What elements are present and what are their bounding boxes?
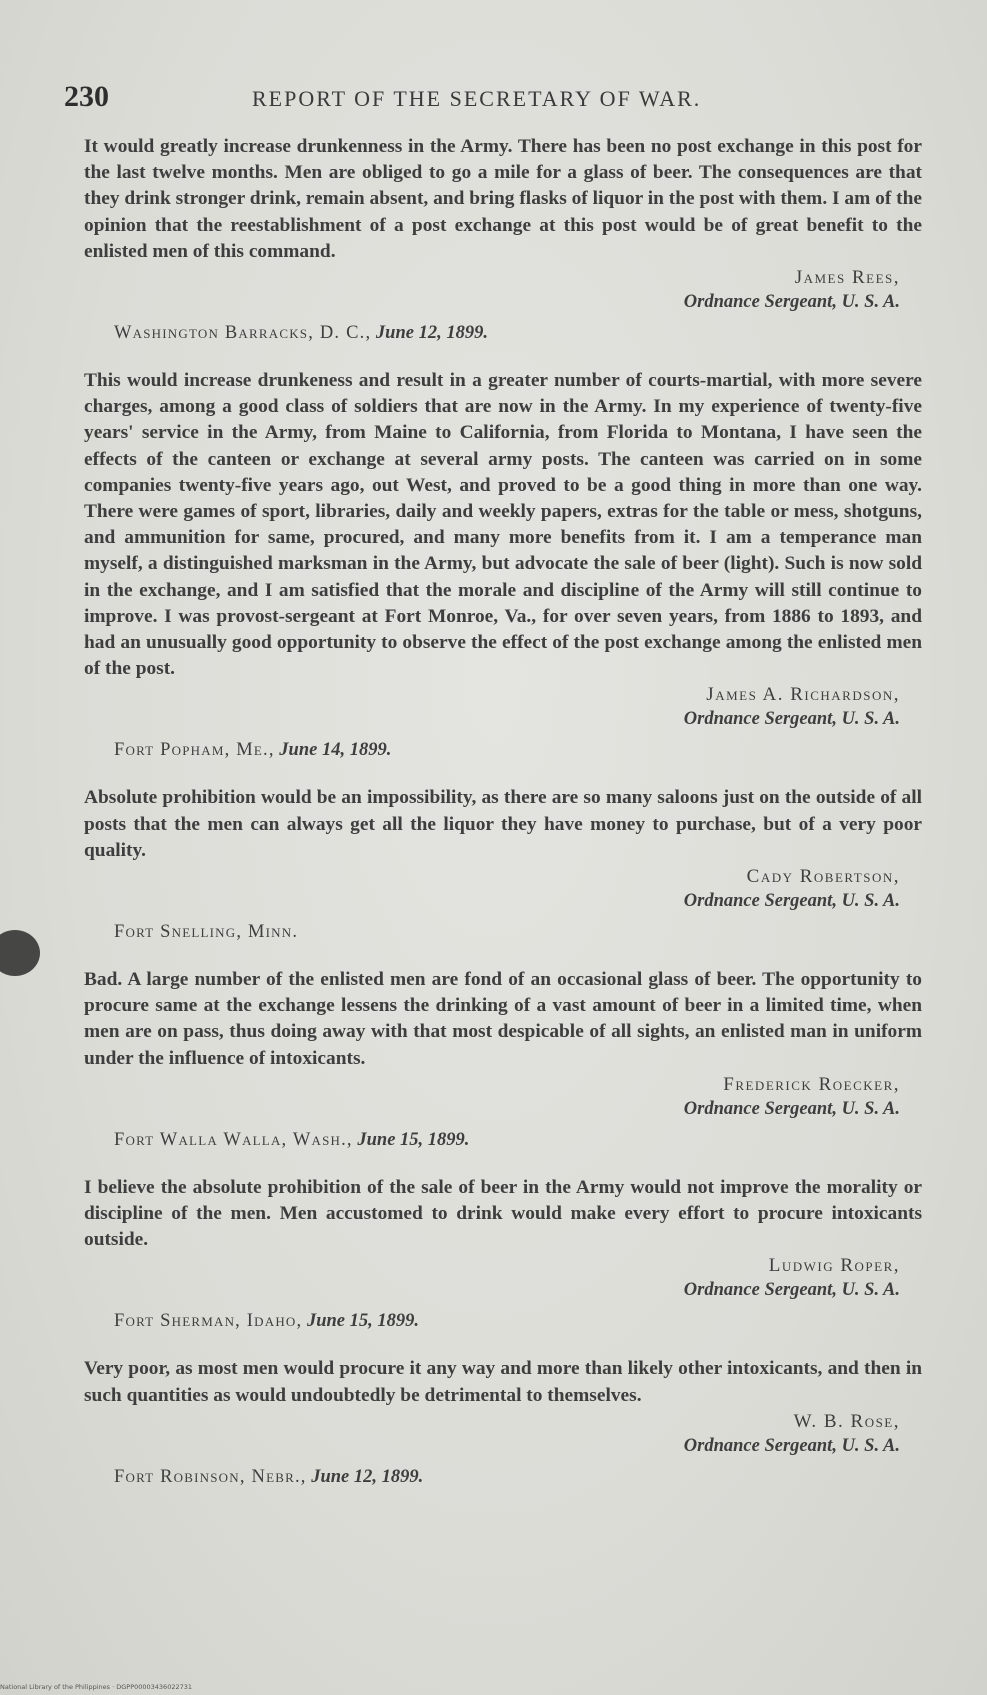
dateline-place: Fort Walla Walla, Wash., bbox=[114, 1129, 353, 1150]
dateline bbox=[114, 321, 922, 346]
signature-block bbox=[84, 1072, 900, 1122]
dateline-place: Fort Popham, Me., bbox=[114, 740, 275, 761]
report-entry bbox=[84, 785, 922, 945]
signer-title: Ordnance Sergeant, U. S. A. bbox=[683, 292, 900, 313]
entry-text: This would increase drunkeness and result in a greater number of courts-martial, with more severe charges, among a good class of soldiers that are now in the Army. In my experience of twenty-five years' service in the Army, from Maine to California, from Florida to Montana, I have seen the effects of the canteen or exchange at several army posts. The canteen was carried on in some companies twenty-five years ago, out West, and proved to be a good thing in more than one way. There were games of sport, libraries, daily and weekly papers, extras for the table or mess, shotguns, and ammunition for same, procured, and many more benefits from it. I am a temperance man myself, a distinguished marksman in the Army, but advocate the sale of beer (light). Such is now sold in the exchange, and I am satisfied that the morale and discipline of the Army will still continue to improve. I was provost-sergeant at Fort Monroe, Va., for over seven years, from 1886 to 1893, and had an unusually good opportunity to observe the effect of the post exchange among the enlisted men of the post. bbox=[84, 370, 922, 680]
entry-text: Bad. A large number of the enlisted men are fond of an occasional glass of beer. The opportunity to procure same at the exchange lessens the drinking of a vast amount of beer in a limited time, when men are on pass, thus doing away with that most despicable of all sights, an enlisted man in uniform under the influence of intoxicants. bbox=[84, 969, 922, 1069]
report-entry bbox=[84, 368, 922, 763]
page-header bbox=[64, 80, 924, 120]
signer-name: Frederick Roecker, bbox=[723, 1073, 900, 1095]
signature-block bbox=[84, 864, 900, 914]
entry-text: Absolute prohibition would be an impossibility, as there are so many saloons just on the outside of all posts that the men can always get all the liquor they have money to purchase, but of a very poor quality. bbox=[84, 787, 922, 861]
dateline-date: June 15, 1899. bbox=[357, 1129, 470, 1150]
signature-block bbox=[84, 682, 900, 732]
report-entry bbox=[84, 1175, 922, 1335]
signature-block bbox=[84, 1409, 900, 1459]
signer-title: Ordnance Sergeant, U. S. A. bbox=[683, 1280, 900, 1301]
dateline-place: Fort Snelling, Minn. bbox=[114, 922, 299, 943]
dateline-date: June 15, 1899. bbox=[306, 1311, 420, 1332]
report-entry bbox=[84, 134, 922, 346]
dateline bbox=[114, 738, 922, 763]
dateline-date: June 14, 1899. bbox=[279, 740, 392, 761]
signer-name: Cady Robertson, bbox=[746, 866, 900, 888]
dateline bbox=[114, 1128, 922, 1153]
report-entry bbox=[84, 1356, 922, 1489]
dateline-place: Fort Robinson, Nebr., bbox=[114, 1466, 307, 1487]
report-entry bbox=[84, 967, 922, 1153]
signer-name: James Rees, bbox=[794, 267, 900, 289]
signer-name: W. B. Rose, bbox=[793, 1410, 900, 1432]
signature-block bbox=[84, 1253, 900, 1303]
dateline-date: June 12, 1899. bbox=[311, 1466, 424, 1487]
dateline bbox=[114, 1309, 922, 1334]
dateline-place: Washington Barracks, D. C., bbox=[114, 323, 372, 344]
report-body bbox=[84, 134, 922, 1490]
signature-block bbox=[84, 265, 900, 315]
dateline-date: June 12, 1899. bbox=[375, 323, 488, 344]
dateline bbox=[114, 1465, 922, 1490]
running-head: REPORT OF THE SECRETARY OF WAR. bbox=[252, 86, 702, 111]
entry-text: I believe the absolute prohibition of the sale of beer in the Army would not improve the morality or discipline of the men. Men accustomed to drink would make every effort to procure intoxicants outside. bbox=[84, 1176, 922, 1251]
dateline bbox=[114, 920, 922, 945]
signer-title: Ordnance Sergeant, U. S. A. bbox=[683, 891, 900, 912]
scan-footer: National Library of the Philippines · DGPP00003436022731 bbox=[0, 1683, 193, 1691]
dateline-place: Fort Sherman, Idaho, bbox=[114, 1311, 303, 1332]
signer-title: Ordnance Sergeant, U. S. A. bbox=[683, 709, 900, 730]
signer-title: Ordnance Sergeant, U. S. A. bbox=[683, 1435, 900, 1456]
entry-text: Very poor, as most men would procure it any way and more than likely other intoxicants, and then in such quantities as would undoubtedly be detrimental to themselves. bbox=[84, 1358, 922, 1406]
scan-thumb-shadow bbox=[0, 930, 40, 976]
entry-text: It would greatly increase drunkenness in the Army. There has been no post exchange in this post for the last twelve months. Men are obliged to go a mile for a glass of beer. The consequences are that they drink stronger drink, remain absent, and bring flasks of liquor in the post with them. I am of the opinion that the reestablishment of a post exchange at this post would be of great benefit to the enlisted men of this command. bbox=[84, 136, 922, 262]
page-number: 230 bbox=[64, 80, 109, 113]
signer-name: Ludwig Roper, bbox=[768, 1255, 900, 1277]
signer-title: Ordnance Sergeant, U. S. A. bbox=[683, 1098, 900, 1119]
signer-name: James A. Richardson, bbox=[706, 684, 900, 706]
